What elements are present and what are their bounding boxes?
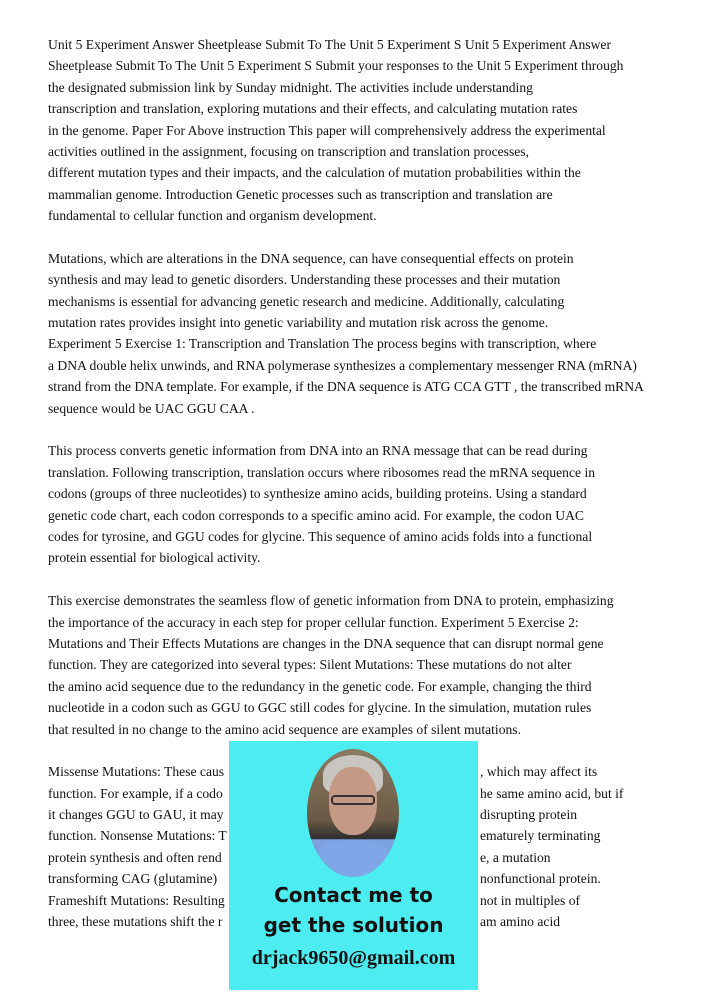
text-fragment-right: nonfunctional protein. xyxy=(480,871,601,887)
text-line: This exercise demonstrates the seamless flow of genetic information from DNA to protein, emphasizing xyxy=(48,593,614,609)
text-line: genetic code chart, each codon corresponds to a specific amino acid. For example, the codon UAC xyxy=(48,507,585,523)
paragraph xyxy=(48,440,708,568)
text-line: protein essential for biological activity. xyxy=(48,550,261,566)
promo-headline-line2: get the solution xyxy=(263,913,444,937)
text-line: fundamental to cellular function and organism development. xyxy=(48,208,377,224)
text-line: Experiment 5 Exercise 1: Transcription and Translation The process begins with transcription, where xyxy=(48,336,597,352)
text-fragment-left: it changes GGU to GAU, it may xyxy=(48,807,224,823)
text-line: function. They are categorized into several types: Silent Mutations: These mutations do not alter xyxy=(48,657,572,673)
text-line: in the genome. Paper For Above instruction This paper will comprehensively address the experimental xyxy=(48,122,606,138)
text-fragment-left: Missense Mutations: These caus xyxy=(48,764,225,780)
text-line: This process converts genetic information from DNA into an RNA message that can be read during xyxy=(48,443,588,459)
text-line: that resulted in no change to the amino acid sequence are examples of silent mutations. xyxy=(48,721,521,737)
author-photo xyxy=(307,749,399,877)
text-line: activities outlined in the assignment, focusing on transcription and translation processes, xyxy=(48,143,529,159)
text-line: the amino acid sequence due to the redundancy in the genetic code. For example, changing the third xyxy=(48,678,592,694)
text-line: codes for tyrosine, and GGU codes for glycine. This sequence of amino acids folds into a functional xyxy=(48,528,593,544)
promo-email: drjack9650@gmail.com xyxy=(251,947,456,969)
paragraph xyxy=(48,34,708,227)
contact-promo-overlay xyxy=(229,741,478,990)
text-line: synthesis and may lead to genetic disorders. Understanding these processes and their mutation xyxy=(48,272,561,288)
text-fragment-right: e, a mutation xyxy=(480,849,551,865)
text-line: transcription and translation, exploring mutations and their effects, and calculating mutation rates xyxy=(48,101,578,117)
text-line: Mutations and Their Effects Mutations are changes in the DNA sequence that can disrupt normal gene xyxy=(48,635,604,651)
text-line: the importance of the accuracy in each step for proper cellular function. Experiment 5 Exercise 2: xyxy=(48,614,579,630)
text-fragment-right: disrupting protein xyxy=(480,807,578,823)
text-fragment-right: am amino acid xyxy=(480,914,561,930)
text-line: mutation rates provides insight into genetic variability and mutation risk across the genome. xyxy=(48,315,549,331)
text-line: sequence would be UAC GGU CAA . xyxy=(48,400,255,416)
promo-headline-line1: Contact me to xyxy=(274,883,433,907)
text-fragment-left: three, these mutations shift the r xyxy=(48,914,223,930)
text-line: the designated submission link by Sunday midnight. The activities include understanding xyxy=(48,79,533,95)
text-fragment-left: function. For example, if a codo xyxy=(48,785,223,801)
text-line: Sheetplease Submit To The Unit 5 Experiment S Submit your responses to the Unit 5 Experiment through xyxy=(48,58,624,74)
text-line: translation. Following transcription, translation occurs where ribosomes read the mRNA sequence in xyxy=(48,464,596,480)
text-line: Unit 5 Experiment Answer Sheetplease Submit To The Unit 5 Experiment S Unit 5 Experiment Answer xyxy=(48,37,611,52)
text-line: nucleotide in a codon such as GGU to GGC still codes for glycine. In the simulation, mutation rules xyxy=(48,700,592,716)
text-fragment-left: transforming CAG (glutamine) xyxy=(48,871,218,887)
text-fragment-left: protein synthesis and often rend xyxy=(48,849,222,865)
text-line: mechanisms is essential for advancing genetic research and medicine. Additionally, calculating xyxy=(48,293,565,309)
text-fragment-right: , which may affect its xyxy=(480,764,598,780)
text-fragment-right: not in multiples of xyxy=(480,892,581,908)
text-line: Mutations, which are alterations in the DNA sequence, can have consequential effects on protein xyxy=(48,250,574,266)
text-fragment-left: function. Nonsense Mutations: T xyxy=(48,828,227,844)
text-line: strand from the DNA template. For example, if the DNA sequence is ATG CCA GTT , the transcribed mRNA xyxy=(48,379,644,395)
text-fragment-right: ematurely terminating xyxy=(480,828,601,844)
paragraph xyxy=(48,590,708,740)
paragraph xyxy=(48,248,708,419)
text-line: a DNA double helix unwinds, and RNA polymerase synthesizes a complementary messenger RNA (mRNA) xyxy=(48,357,637,373)
text-fragment-left: Frameshift Mutations: Resulting xyxy=(48,892,225,908)
text-fragment-right: he same amino acid, but if xyxy=(480,785,624,801)
text-line: different mutation types and their impacts, and the calculation of mutation probabilities within the xyxy=(48,165,581,181)
text-line: codons (groups of three nucleotides) to synthesize amino acids, building proteins. Using a standard xyxy=(48,486,587,502)
text-line: mammalian genome. Introduction Genetic processes such as transcription and translation are xyxy=(48,186,553,202)
